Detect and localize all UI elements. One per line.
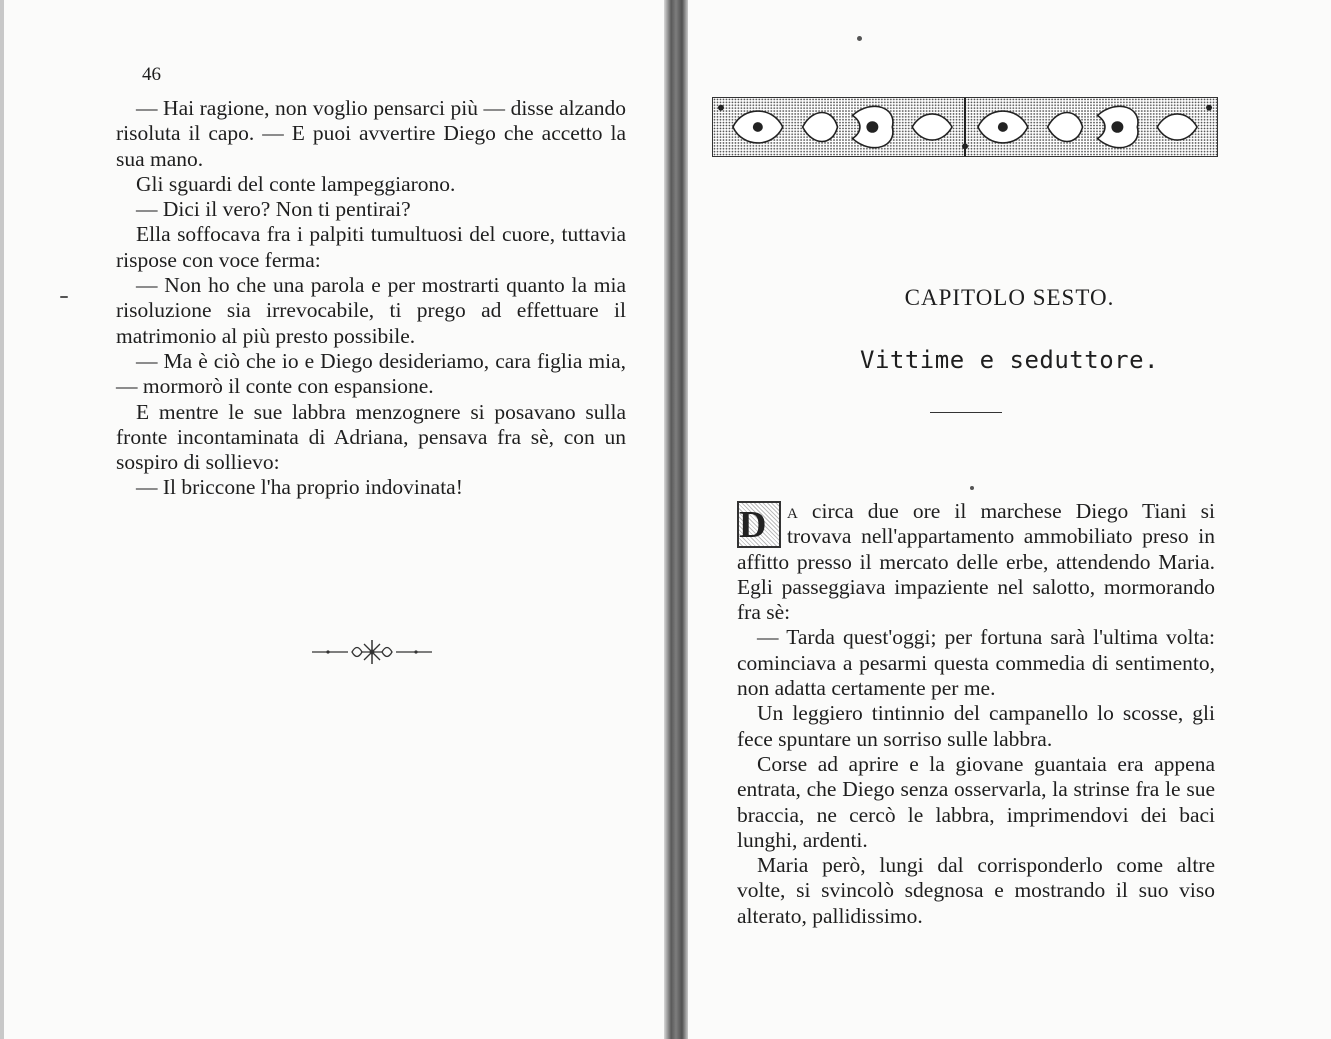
print-speck (970, 486, 974, 490)
first-word-rest: a (787, 499, 798, 523)
paragraph: Corse ad aprire e la giovane guantaia era appena entrata, che Diego senza osservarla, la strinse fra le sue braccia, ne cercò le labbra, imprimendovi dei baci lunghi, ardenti. (737, 751, 1215, 852)
paragraph: Ella soffocava fra i palpiti tumultuosi del cuore, tuttavia rispose con voce ferma: (116, 222, 626, 272)
paragraph: Gli sguardi del conte lampeggiarono. (136, 171, 456, 196)
paragraph: — Dici il vero? Non ti pentirai? (136, 197, 411, 222)
paragraph: — Tarda quest'oggi; per fortuna sarà l'ultima volta: cominciava a pesarmi questa commedia di sentimento, non adatta certamente per me. (737, 625, 1215, 701)
paragraph: — Hai ragione, non voglio pensarci più — disse alzando risoluta il capo. — E puoi avvertire Diego che accetto la sua mano. (116, 96, 626, 171)
page-number: 46 (142, 64, 161, 85)
book-gutter (664, 0, 688, 1039)
page-edge-shadow (0, 0, 4, 1039)
paragraph: Un leggiero tintinnio del campanello lo scosse, gli fece spuntare un sorriso sulle labbra. (737, 701, 1215, 751)
chapter-title: CAPITOLO SESTO. (904, 285, 1115, 310)
print-speck (857, 36, 862, 41)
right-page-text (737, 499, 1215, 929)
paragraph: — Non ho che una parola e per mostrarti quanto la mia risoluzione sia irrevocabile, ti prego ad effettuare il matrimonio al più presto possibile. (116, 273, 626, 348)
paragraph: — Il briccone l'ha proprio indovinata! (136, 475, 463, 500)
title-divider (930, 412, 1002, 413)
tailpiece-ornament-icon (312, 638, 432, 666)
ornamental-headpiece (712, 97, 1218, 157)
chapter-subtitle: Vittime e seduttore. (860, 346, 1159, 374)
left-page-text (116, 96, 626, 501)
opening-text: circa due ore il marchese Diego Tiani si trovava nell'appartamento ammobiliato preso in affitto presso il mercato delle erbe, attendendo Maria. Egli passeggiava impaziente nel salotto, mormorando fra sè: (737, 499, 1215, 625)
dropcap-initial: D (737, 501, 781, 548)
print-speck (60, 296, 68, 298)
paragraph: Maria però, lungi dal corrisponderlo come altre volte, si svincolò sdegnosa e mostrando il suo viso alterato, pallidissimo. (737, 853, 1215, 928)
paragraph: — Ma è ciò che io e Diego desideriamo, cara figlia mia, — mormorò il conte con espansione. (116, 348, 626, 399)
opening-paragraph (737, 499, 1215, 625)
paragraph: E mentre le sue labbra menzognere si posavano sulla fronte incontaminata di Adriana, pensava fra sè, con un sospiro di sollievo: (116, 399, 626, 475)
